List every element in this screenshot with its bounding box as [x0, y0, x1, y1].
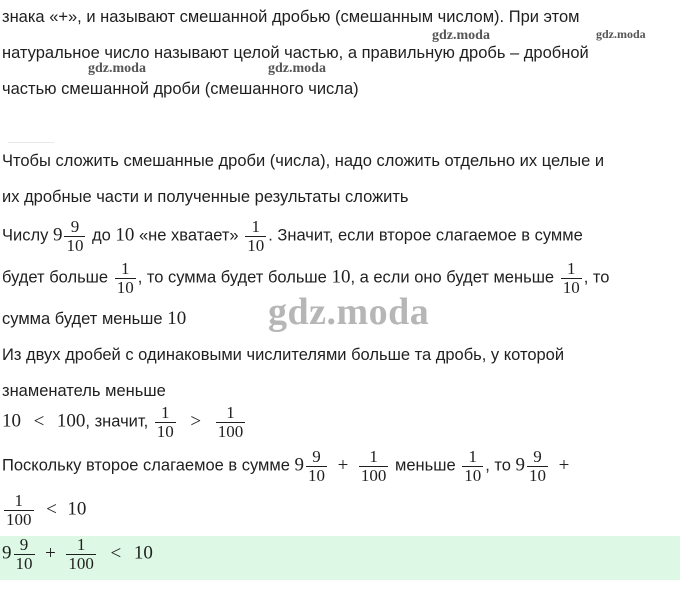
math-operator: < — [46, 498, 57, 520]
fraction-denominator: 10 — [308, 465, 325, 485]
watermark-small: gdz.moda — [432, 28, 490, 43]
math-number: 9 — [52, 224, 63, 246]
text-run: сумма будет меньше — [2, 310, 168, 328]
paragraph-line: знака «+», и называют смешанной дробью (смешанным числом). При этом — [2, 8, 580, 26]
text-run: , а если оно будет меньше — [350, 268, 559, 287]
fraction — [155, 404, 176, 441]
math-number: 10 — [2, 410, 21, 432]
fraction — [306, 448, 327, 485]
math-operator: + — [45, 542, 56, 564]
paragraph-line — [2, 492, 86, 529]
text-run: . Значит, если второе слагаемое в сумме — [268, 226, 583, 245]
math-number: 10 — [115, 224, 135, 246]
fraction-denominator: 10 — [247, 235, 265, 255]
text-run: , то — [583, 268, 610, 287]
paragraph-line — [2, 308, 186, 330]
math-number: 10 — [167, 308, 187, 329]
fraction-denominator: 10 — [562, 277, 580, 297]
fraction-denominator: 100 — [360, 465, 387, 485]
watermark-small: gdz.moda — [268, 61, 326, 76]
paragraph-line: их дробные части и полученные результаты сложить — [2, 188, 409, 206]
text-run: меньше — [390, 456, 461, 475]
paragraph-line — [2, 218, 583, 255]
fraction-numerator: 1 — [14, 491, 23, 510]
paragraph-line: частью смешанной дроби (смешанного числа) — [2, 80, 359, 98]
math-operator: < — [33, 410, 45, 432]
fraction — [115, 260, 136, 297]
math-number: 9 — [2, 542, 12, 564]
paragraph-line — [2, 404, 247, 441]
fraction-denominator: 10 — [464, 465, 482, 485]
fraction-numerator: 1 — [161, 403, 170, 422]
paragraph-line: Чтобы сложить смешанные дроби (числа), надо сложить отдельно их целые и — [2, 152, 605, 170]
watermark-large: gdz.moda — [268, 291, 430, 333]
result-expression — [2, 536, 153, 573]
fraction-numerator: 1 — [468, 447, 477, 466]
fraction — [64, 218, 85, 255]
fraction — [4, 492, 34, 529]
text-run: , то сумма будет больше — [137, 268, 332, 287]
paragraph-line: натуральное число называют целой частью, а правильную дробь – дробной — [2, 44, 589, 62]
fraction-numerator: 1 — [226, 403, 235, 422]
fraction-denominator: 10 — [156, 421, 174, 441]
math-operator: + — [558, 454, 570, 476]
fraction — [359, 448, 389, 485]
fraction-numerator: 1 — [369, 447, 378, 466]
divider — [8, 142, 54, 143]
math-operator: < — [110, 542, 122, 564]
fraction-numerator: 9 — [312, 447, 321, 466]
math-number: 9 — [294, 454, 304, 476]
fraction-numerator: 1 — [251, 217, 260, 236]
fraction-numerator: 1 — [76, 535, 86, 554]
math-operator: > — [190, 410, 202, 432]
text-run: «не хватает» — [134, 226, 244, 245]
fraction — [216, 404, 246, 441]
watermark-small: gdz.moda — [88, 61, 146, 76]
text-run: Числу — [2, 226, 53, 245]
text-run: , значит, — [85, 412, 153, 431]
text-run: будет больше — [2, 268, 113, 287]
fraction-denominator: 10 — [15, 553, 33, 573]
fraction-denominator: 10 — [116, 277, 134, 297]
fraction-denominator: 100 — [217, 421, 244, 441]
fraction-denominator: 10 — [529, 465, 547, 485]
watermark-small: gdz.moda — [596, 27, 646, 41]
fraction-denominator: 100 — [6, 509, 32, 529]
paragraph-line — [2, 448, 573, 485]
fraction — [245, 218, 266, 255]
math-number: 100 — [56, 410, 86, 432]
paragraph-line: Из двух дробей с одинаковыми числителями больше та дробь, у которой — [2, 346, 565, 364]
fraction-denominator: 10 — [66, 235, 84, 255]
fraction-numerator: 1 — [120, 259, 130, 278]
text-run: Поскольку второе слагаемое в сумме — [2, 456, 295, 475]
math-number: 10 — [67, 498, 87, 520]
math-operator: + — [337, 454, 349, 476]
fraction-numerator: 9 — [533, 447, 542, 466]
fraction — [462, 448, 483, 485]
fraction-numerator: 1 — [566, 259, 576, 278]
paragraph-line: знаменатель меньше — [2, 382, 166, 400]
fraction-numerator: 9 — [19, 535, 29, 554]
fraction-denominator: 100 — [68, 553, 94, 573]
math-number: 10 — [133, 542, 153, 564]
math-number: 10 — [331, 266, 351, 288]
fraction-numerator: 9 — [70, 217, 80, 236]
fraction — [14, 536, 35, 573]
fraction — [561, 260, 582, 297]
text-run: , то — [485, 456, 516, 475]
fraction — [527, 448, 548, 485]
fraction — [66, 536, 96, 573]
text-run: до — [87, 226, 116, 245]
math-number: 9 — [515, 454, 526, 476]
